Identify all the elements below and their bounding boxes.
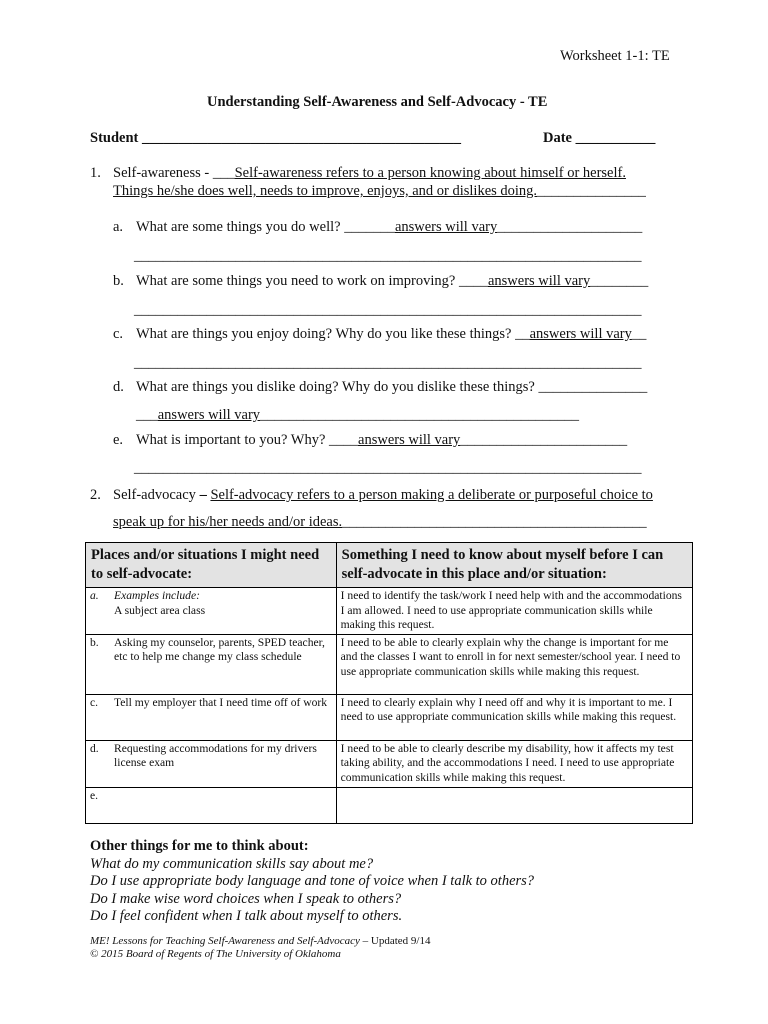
q1b-post: ________	[590, 273, 649, 289]
table-cell-place	[86, 588, 337, 635]
table-cell-place	[86, 694, 337, 740]
q1-term: Self-awareness -	[113, 165, 210, 181]
q1c-pre: __	[515, 326, 530, 342]
q1b-question	[136, 273, 648, 290]
table-header-row	[86, 543, 693, 588]
q2-number: 2.	[90, 487, 101, 503]
q1c-blank-line: ______________________________________________________________________	[134, 355, 642, 371]
q1-def-trail: _______________	[537, 183, 646, 199]
q1e-question	[136, 432, 627, 449]
q1e-pre: ____	[329, 432, 359, 448]
footer-updated: – Updated 9/14	[359, 935, 431, 947]
row-label: a.	[90, 589, 99, 602]
table-row	[86, 787, 693, 823]
row-place-text: Requesting accommodations for my drivers license exam	[114, 741, 317, 770]
table-header-places: Places and/or situations I might need to self-advocate:	[86, 543, 337, 588]
table-cell-place	[86, 740, 337, 787]
row-place-text: Asking my counselor, parents, SPED teacher, etc to help me change my class schedule	[114, 635, 325, 664]
table-row	[86, 588, 693, 635]
q1a-question-text: What are some things you do well?	[136, 219, 341, 235]
q1d-answer: answers will vary	[157, 407, 261, 423]
q1-pre: ___	[212, 165, 235, 181]
other-list	[90, 856, 534, 925]
table-cell-need: I need to clearly explain why I need off and why it is important to me. I need to use appropriate communication skills while making this request.	[336, 694, 692, 740]
other-line: Do I use appropriate body language and tone of voice when I talk to others?	[90, 873, 535, 890]
date-blank: ___________	[575, 130, 656, 146]
q1c-answer: answers will vary	[529, 326, 632, 342]
q1b-blank-line: ______________________________________________________________________	[134, 302, 642, 318]
q1-number: 1.	[90, 165, 101, 181]
q1c-question	[136, 326, 646, 343]
student-label: Student	[90, 130, 139, 146]
q1d-question-text: What are things you dislike doing? Why do you dislike these things?	[136, 379, 535, 395]
q1a-answer: answers will vary	[394, 219, 498, 235]
other-line: Do I feel confident when I talk about myself to others.	[90, 907, 403, 924]
q2-definition-line1	[113, 487, 653, 504]
q2-def2: speak up for his/her needs and/or ideas.	[113, 514, 343, 530]
row-label: b.	[90, 635, 99, 649]
row-label: e.	[90, 788, 99, 802]
row-place-text: Tell my employer that I need time off of work	[114, 695, 328, 709]
q1a-blank-line: ______________________________________________________________________	[134, 248, 642, 264]
q1d-label: d.	[113, 379, 124, 395]
table-row	[86, 740, 693, 787]
footer-title: ME! Lessons for Teaching Self-Awareness and Self-Advocacy	[90, 935, 360, 947]
other-heading: Other things for me to think about:	[90, 838, 309, 854]
q1a-post: ____________________	[497, 219, 643, 235]
q1c-post: __	[631, 326, 647, 342]
table-cell-need: I need to identify the task/work I need help with and the accommodations I am allowed. I need to use appropriate communication skills while making this request.	[336, 588, 692, 635]
table-cell-need	[336, 787, 692, 823]
q2-term: Self-advocacy	[113, 487, 196, 503]
table-cell-need: I need to be able to clearly describe my disability, how it affects my test taking ability, and the accommodations I need. I need to use appropriate communication skills while making this request.	[336, 740, 692, 787]
student-blank: ____________________________________________	[141, 130, 461, 146]
worksheet-id: Worksheet 1-1: TE	[560, 48, 670, 64]
q1-def2: Things he/she does well, needs to improve, enjoys, and or dislikes doing.	[113, 183, 538, 199]
footer	[90, 935, 430, 961]
footer-copyright: © 2015 Board of Regents of The University of Oklahoma	[90, 948, 341, 960]
table-row	[86, 634, 693, 694]
q1d-trail: _______________	[538, 379, 648, 395]
date-label: Date	[543, 130, 572, 146]
row-place-text: A subject area class	[114, 603, 206, 617]
table-row	[86, 694, 693, 740]
table-header-need: Something I need to know about myself before I can self-advocate in this place and/or situation:	[336, 543, 692, 588]
q2-def-trail: __________________________________________	[342, 514, 647, 530]
q1e-question-text: What is important to you? Why?	[136, 432, 326, 448]
q1c-label: c.	[113, 326, 124, 342]
table-cell-place	[86, 787, 337, 823]
q1-definition-line1	[113, 165, 626, 182]
q1b-label: b.	[113, 273, 124, 289]
other-line: What do my communication skills say about me?	[90, 856, 374, 872]
q1a-pre: _______	[344, 219, 395, 235]
q1d-pre: ___	[136, 407, 158, 423]
examples-label: Examples include:	[114, 589, 200, 602]
q1d-question	[136, 379, 647, 396]
q1c-question-text: What are things you enjoy doing? Why do you like these things?	[136, 326, 512, 342]
q1e-post: _______________________	[460, 432, 628, 448]
q1-def1: Self-awareness refers to a person knowing about himself or herself.	[234, 165, 626, 181]
q1b-question-text: What are some things you need to work on improving?	[136, 273, 456, 289]
table-cell-place	[86, 634, 337, 694]
page-title: Understanding Self-Awareness and Self-Advocacy - TE	[207, 94, 548, 110]
q1e-blank-line: ______________________________________________________________________	[134, 460, 642, 476]
q1d-post: ____________________________________________	[260, 407, 580, 423]
date-field	[543, 130, 655, 147]
self-advocacy-table	[85, 542, 693, 824]
q1d-answer-line	[136, 407, 579, 424]
q1a-question	[136, 219, 642, 236]
q1-definition-line2	[113, 183, 646, 200]
q2-def1: Self-advocacy refers to a person making a deliberate or purposeful choice to	[210, 487, 653, 503]
q1b-answer: answers will vary	[487, 273, 591, 289]
q1e-label: e.	[113, 432, 124, 448]
q2-dash: –	[199, 487, 207, 503]
footer-line1	[90, 935, 430, 948]
q1b-pre: ____	[458, 273, 488, 289]
row-label: d.	[90, 741, 99, 755]
row-label: c.	[90, 695, 99, 709]
q1e-answer: answers will vary	[358, 432, 461, 448]
student-field	[90, 130, 461, 147]
q2-definition-line2	[113, 514, 647, 531]
other-line: Do I make wise word choices when I speak to others?	[90, 890, 402, 907]
q1a-label: a.	[113, 219, 124, 235]
table-cell-need: I need to be able to clearly explain why the change is important for me and the classes I want to enroll in for next semester/school year. I need to use appropriate communication skills while making this request.	[336, 634, 692, 694]
